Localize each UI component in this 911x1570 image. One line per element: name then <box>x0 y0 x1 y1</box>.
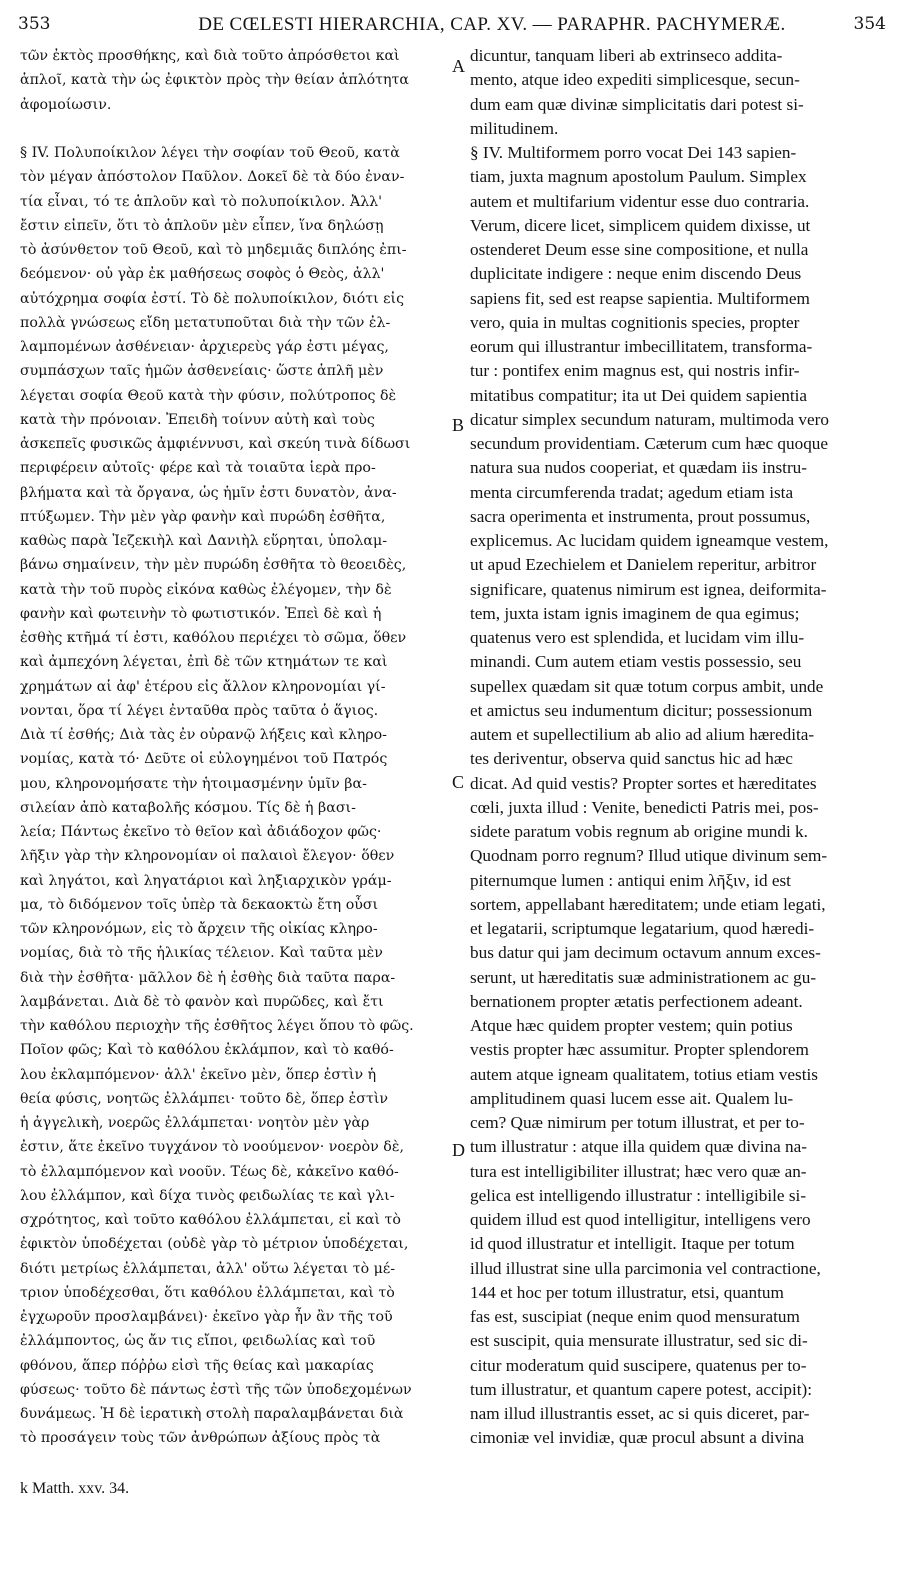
latin-text-column <box>470 44 890 1451</box>
latin-text-line: citur moderatum quid suscipere, quatenus per to- <box>470 1355 807 1375</box>
latin-text-line: § IV. Multiformem porro vocat Dei 143 sapien- <box>470 143 797 162</box>
margin-letter-b: B <box>452 415 465 435</box>
greek-text-line: φύσεως· τοῦτο δὲ πάντως ἐστὶ τῆς τῶν ὑποδεχομένων <box>20 1381 412 1398</box>
greek-text-line: νομίας, διὰ τὸ τῆς ἡλικίας τέλειον. Καὶ ταῦτα μὲν <box>20 945 383 962</box>
latin-text-line: cem? Quæ nimirum per totum illustrat, et per to- <box>470 1113 805 1132</box>
greek-text-line: μα, τὸ διδόμενον τοῖς ὑπὲρ τὰ δεκαοκτὼ ἔτη οὖσι <box>20 896 379 913</box>
latin-text-line: tur : pontifex enim magnus est, qui nostris infir- <box>470 361 800 381</box>
latin-text-line: bus datur qui jam decimum octavum annum exces- <box>470 943 821 963</box>
greek-text-line: Ποῖον φῶς; Καὶ τὸ καθόλου ἐκλάμπον, καὶ τὸ καθό- <box>20 1042 394 1059</box>
greek-text-line: τῶν κληρονόμων, εἰς τὸ ἄρχειν τῆς οἰκίας κληρο- <box>20 921 378 937</box>
greek-text-line: ἐλλάμποντος, ὡς ἄν τις εἴποι, φειδωλίας καὶ τοῦ <box>20 1333 376 1350</box>
greek-text-line: λῆξιν γὰρ τὴν κληρονομίαν οἱ παλαιοὶ ἔλεγον· ὅθεν <box>20 848 395 865</box>
latin-text-line: illud illustrat sine ulla parcimonia vel contractione, <box>470 1258 821 1278</box>
latin-text-line: Atque hæc quidem propter vestem; quin potius <box>470 1016 793 1035</box>
greek-text-line: νονται, ὅρα τί λέγει ἐνταῦθα πρὸς ταῦτα ὁ ἅγιος. <box>20 702 379 719</box>
greek-text-line: λου ἐλλάμπον, καὶ δίχα τινὸς φειδωλίας τε καὶ γλι- <box>20 1187 395 1204</box>
latin-text-line: tem, juxta istam ignis imaginem de qua egimus; <box>470 603 800 623</box>
greek-text-line: δυνάμεως. Ἡ δὲ ἱερατικὴ στολὴ παραλαμβάνεται διὰ <box>20 1406 404 1422</box>
latin-text-line: mento, atque ideo expediti simplicesque, secun- <box>470 70 800 90</box>
latin-text-line: 144 et hoc per totum illustratur, etsi, quantum <box>470 1282 784 1302</box>
greek-text-line: τῶν ἐκτὸς προσθήκης, καὶ διὰ τοῦτο ἀπρόσθετοι καὶ <box>20 48 400 64</box>
greek-text-line: μου, κληρονομήσατε τὴν ἡτοιμασμένην ὑμῖν βα- <box>20 775 367 792</box>
greek-text-line: λαμβάνεται. Διὰ δὲ τὸ φανὸν καὶ πυρῶδες, καὶ ἔτι <box>20 993 384 1010</box>
margin-letter-a: A <box>452 56 465 76</box>
greek-text-line: κατὰ τὴν τοῦ πυρὸς εἰκόνα καθὼς ἐλέγομεν, τὴν δὲ <box>20 581 392 598</box>
latin-text-line: sidete paratum vobis regnum ab origine mundi k. <box>470 822 808 841</box>
latin-text-line: sacra operimenta et instrumenta, prout possumus, <box>470 506 811 526</box>
latin-text-line: quidem illud est quod intelligitur, intelligens vero <box>470 1210 811 1229</box>
latin-text-line: mitatibus compatitur; ita ut Dei quidem sapientia <box>470 385 807 405</box>
latin-text-line: dum eam quæ divinæ simplicitatis dari potest si- <box>470 94 804 114</box>
latin-text-line: et amictus seu indumentum dicitur; possessionum <box>470 700 813 720</box>
latin-text-line: menta circumferenda tradat; agedum etiam ista <box>470 482 794 502</box>
greek-text-line: φθόνου, ἅπερ πόῤῥω εἰσὶ τῆς θείας καὶ μακαρίας <box>20 1357 374 1374</box>
page-number-right: 354 <box>853 14 886 34</box>
latin-text-line: bernationem propter ætatis perfectionem adeant. <box>470 991 803 1011</box>
latin-text-line: sapiens fit, sed est reapse sapientia. Multiformem <box>470 288 810 308</box>
latin-text-line: vero, quia in multas cognitionis species, propter <box>470 312 800 332</box>
greek-text-line: Διὰ τί ἐσθής; Διὰ τὰς ἐν οὐρανῷ λήξεις καὶ κληρο- <box>20 727 387 743</box>
latin-text-line: dicuntur, tanquam liberi ab extrinseco addita- <box>470 46 783 65</box>
greek-text-line: τὸ ἐλλαμπόμενον καὶ νοοῦν. Τέως δὲ, κἀκεῖνο καθό- <box>20 1163 399 1180</box>
latin-text-line: Quodnam porro regnum? Illud utique divinum sem- <box>470 846 828 866</box>
latin-text-line: nam illud illustrantis esset, ac si quis diceret, par- <box>470 1404 810 1423</box>
greek-text-line: ἐσθὴς κτῆμά τί ἐστι, καθόλου περιέχει τὸ σῶμα, ὅθεν <box>20 630 407 646</box>
latin-text-line: autem atque igneam qualitatem, totius etiam vestis <box>470 1064 818 1084</box>
greek-text-line: δεόμενον· οὐ γὰρ ἐκ μαθήσεως σοφὸς ὁ Θεὸς, ἀλλ' <box>20 266 385 283</box>
running-title: DE CŒLESTI HIERARCHIA, CAP. XV. — PARAPHR. PACHYMERÆ. <box>198 14 786 35</box>
greek-text-line: τὸν μέγαν ἀπόστολον Παῦλον. Δοκεῖ δὲ τὰ δύο ἐναν- <box>20 169 405 186</box>
latin-text-line: tura est intelligibiliter illustrat; hæc vero quæ an- <box>470 1161 807 1181</box>
latin-text-line: serunt, ut hæreditatis suæ administrationem ac gu- <box>470 967 817 987</box>
latin-text-line: amplitudinem quasi lucem esse ait. Qualem lu- <box>470 1088 794 1108</box>
greek-text-line: πτύξωμεν. Τὴν μὲν γὰρ φανὴν καὶ πυρώδη ἐσθῆτα, <box>20 508 386 525</box>
latin-text-line: vestis propter hæc assumitur. Propter splendorem <box>470 1040 809 1060</box>
greek-text-line: ἔστιν εἰπεῖν, ὅτι τὸ ἁπλοῦν μὲν εἶπεν, ἵνα δηλώσῃ <box>20 217 384 234</box>
greek-text-line: § IV. Πολυποίκιλον λέγει τὴν σοφίαν τοῦ Θεοῦ, κατὰ <box>20 145 400 161</box>
greek-text-line <box>20 117 448 141</box>
greek-text-line: φανὴν καὶ φωτεινὴν τὸ φωτιστικόν. Ἐπεὶ δὲ καὶ ἡ <box>20 605 382 622</box>
greek-text-line: συμπάσχων ταῖς ἡμῶν ἀσθενείαις· ὥστε ἁπλῆ μὲν <box>20 363 384 380</box>
margin-letter-c: C <box>452 772 465 792</box>
latin-text-line: secundum providentiam. Cæterum cum hæc quoque <box>470 434 829 453</box>
running-header <box>18 14 886 42</box>
latin-text-line: explicemus. Ac lucidam quidem igneamque vestem, <box>470 531 829 550</box>
latin-text-line: dicat. Ad quid vestis? Propter sortes et hæreditates <box>470 773 817 793</box>
margin-letter-d: D <box>452 1140 465 1160</box>
greek-text-line: ἀφομοίωσιν. <box>20 96 112 113</box>
latin-text-line: sortem, appellabant hæreditatem; unde etiam legati, <box>470 894 826 914</box>
greek-text-column <box>20 44 448 1451</box>
latin-text-line: Verum, dicere licet, simplicem quidem dixisse, ut <box>470 215 811 235</box>
latin-text-line: tum illustratur, et quantum capere potest, accipit): <box>470 1379 812 1399</box>
greek-text-line: πολλὰ γνώσεως εἴδη μετατυποῦται διὰ τὴν τῶν ἐλ- <box>20 314 391 331</box>
greek-text-line: λεία; Πάντως ἐκεῖνο τὸ θεῖον καὶ ἀδιάδοχον φῶς· <box>20 824 382 840</box>
greek-text-line: λέγεται σοφία Θεοῦ κατὰ τὴν φύσιν, πολύτροπος δὲ <box>20 387 397 404</box>
greek-text-line: περιφέρειν αὐτοῖς· φέρε καὶ τὰ τοιαῦτα ἱερὰ προ- <box>20 460 376 477</box>
greek-text-line: κατὰ τὴν πρόνοιαν. Ἐπειδὴ τοίνυν αὐτὴ καὶ τοὺς <box>20 411 375 428</box>
latin-text-line: et legatarii, scriptumque legatarium, quod hæredi- <box>470 919 815 938</box>
greek-text-line: ἐφικτὸν ὑποδέχεται (οὐδὲ γὰρ τὸ μέτριον ὑποδέχεται, <box>20 1236 409 1253</box>
greek-text-line: τὸ ἀσύνθετον τοῦ Θεοῦ, καὶ τὸ μηδεμιᾶς διπλόης ἐπι- <box>20 242 407 258</box>
greek-text-line: ἀσκεπεῖς φυσικῶς ἀμφιέννυσι, καὶ σκεύη τινὰ δίδωσι <box>20 436 411 452</box>
greek-text-line: καὶ ληγάτοι, καὶ ληγατάριοι καὶ ληξιαρχικὸν γράμ- <box>20 872 392 889</box>
greek-text-line: ἐστιν, ἅτε ἐκεῖνο τυγχάνον τὸ νοούμενον· νοερὸν δὲ, <box>20 1139 404 1156</box>
greek-text-line: τὴν καθόλου περιοχὴν τῆς ἐσθῆτος λέγει ὅπου τὸ φῶς. <box>20 1018 414 1034</box>
latin-text-line: natura sua nudos cooperiat, et quædam iis instru- <box>470 458 807 478</box>
latin-text-line: quatenus vero est splendida, et lucidam vim illu- <box>470 628 805 647</box>
latin-text-line: est suscipit, quia mensurate illustratur, sed sic di- <box>470 1331 808 1351</box>
footnote: k Matth. xxv. 34. <box>20 1480 130 1497</box>
latin-text-line: minandi. Cum autem etiam vestis possessio, seu <box>470 652 802 672</box>
greek-text-line: βάνω σημαίνειν, τὴν μὲν πυρώδη ἐσθῆτα τὸ θεοειδὲς, <box>20 557 407 574</box>
latin-text-line: autem et supellectilium ab alio ad alium hæredita- <box>470 725 815 744</box>
latin-text-line: significare, quatenus nimirum est ignea, deiformita- <box>470 579 827 599</box>
greek-text-line: σιλείαν ἀπὸ καταβολῆς κόσμου. Τίς δὲ ἡ βασι- <box>20 799 356 816</box>
latin-text-line: duplicitate indigere : neque enim discendo Deus <box>470 264 802 284</box>
greek-text-line: ἐγχωροῦν προσλαμβάνει)· ἐκεῖνο γὰρ ἦν ἂν τῆς τοῦ <box>20 1309 393 1325</box>
latin-text-line: ostenderet Deum esse sine compositione, et nulla <box>470 240 809 259</box>
greek-text-line: νομίας, κατὰ τό· Δεῦτε οἱ εὐλογημένοι τοῦ Πατρός <box>20 751 388 768</box>
greek-text-line: τριον ὑποδέχεσθαι, ὅτι καθόλου ἐλλάμπεται, καὶ τὸ <box>20 1284 395 1301</box>
latin-text-line: piternumque lumen : antiqui enim λῆξιν, id est <box>470 870 791 890</box>
latin-text-line: gelica est intelligendo illustratur : intelligibile si- <box>470 1185 807 1205</box>
latin-text-line: tes deriventur, observa quid sanctus hic ad hæc <box>470 749 793 769</box>
latin-text-line: autem et multifarium videntur esse duo contraria. <box>470 191 810 211</box>
greek-text-line: χρημάτων αἱ ἀφ' ἑτέρου εἰς ἄλλον κληρονομίαι γί- <box>20 678 386 695</box>
greek-text-line: καὶ ἀμπεχόνη λέγεται, ἐπὶ δὲ τῶν κτημάτων τε καὶ <box>20 654 388 671</box>
latin-text-line: tiam, juxta magnum apostolum Paulum. Simplex <box>470 167 807 187</box>
greek-text-line: αὐτόχρημα σοφία ἐστί. Τὸ δὲ πολυποίκιλον, διότι εἰς <box>20 290 405 307</box>
latin-text-line: cimoniæ vel invidiæ, quæ procul absunt a divina <box>470 1428 805 1448</box>
latin-text-line: id quod illustratur et intelligit. Itaque per totum <box>470 1234 795 1254</box>
latin-text-line: fas est, suscipiat (neque enim quod mensuratum <box>470 1307 800 1326</box>
greek-text-line: τία εἶναι, τό τε ἁπλοῦν καὶ τὸ πολυποίκιλον. Ἀλλ' <box>20 193 383 210</box>
latin-text-line: dicatur simplex secundum naturam, multimoda vero <box>470 409 829 429</box>
latin-text-line: ut apud Ezechielem et Danielem reperitur, arbitror <box>470 555 817 575</box>
page-number-left: 353 <box>18 14 51 34</box>
greek-text-line: ἁπλοῖ, κατὰ τὴν ὡς ἐφικτὸν πρὸς τὴν θείαν ἁπλότητα <box>20 72 409 89</box>
greek-text-line: διὰ τὴν ἐσθῆτα· μᾶλλον δὲ ἡ ἐσθὴς διὰ ταῦτα παρα- <box>20 969 396 986</box>
greek-text-line: τὸ προσάγειν τοὺς τῶν ἀνθρώπων ἀξίους πρὸς τὰ <box>20 1430 381 1447</box>
greek-text-line: καθὼς παρὰ Ἰεζεκιὴλ καὶ Δανιὴλ εὕρηται, ὑπολαμ- <box>20 533 388 549</box>
latin-text-line: tum illustratur : atque illa quidem quæ divina na- <box>470 1137 808 1157</box>
latin-text-line: supellex quædam sit quæ totum corpus ambit, unde <box>470 676 824 696</box>
greek-text-line: διότι μετρίως ἐλλάμπεται, ἀλλ' οὕτω λέγεται τὸ μέ- <box>20 1260 396 1277</box>
latin-text-line: eorum qui illustrantur imbecillitatem, transforma- <box>470 337 813 356</box>
latin-text-line: militudinem. <box>470 118 559 138</box>
greek-text-line: σχρότητος, καὶ τοῦτο καθόλου ἐλλάμπεται, εἰ καὶ τὸ <box>20 1212 401 1228</box>
greek-text-line: βλήματα καὶ τὰ ὄργανα, ὡς ἡμῖν ἐστι δυνατὸν, ἀνα- <box>20 484 397 501</box>
greek-text-line: θεία φύσις, νοητῶς ἐλλάμπει· τοῦτο δὲ, ὅπερ ἐστὶν <box>20 1090 389 1107</box>
greek-text-line: λαμπομένων ἀσθένειαν· ἀρχιερεὺς γάρ ἐστι μέγας, <box>20 339 389 355</box>
greek-text-line: ἡ ἀγγελικὴ, νοερῶς ἐλλάμπεται· νοητὸν μὲν γὰρ <box>20 1115 370 1131</box>
greek-text-line: λου ἐκλαμπόμενον· ἀλλ' ἐκεῖνο μὲν, ὅπερ ἐστὶν ἡ <box>20 1066 377 1083</box>
latin-text-line: cœli, juxta illud : Venite, benedicti Patris mei, pos- <box>470 797 819 817</box>
